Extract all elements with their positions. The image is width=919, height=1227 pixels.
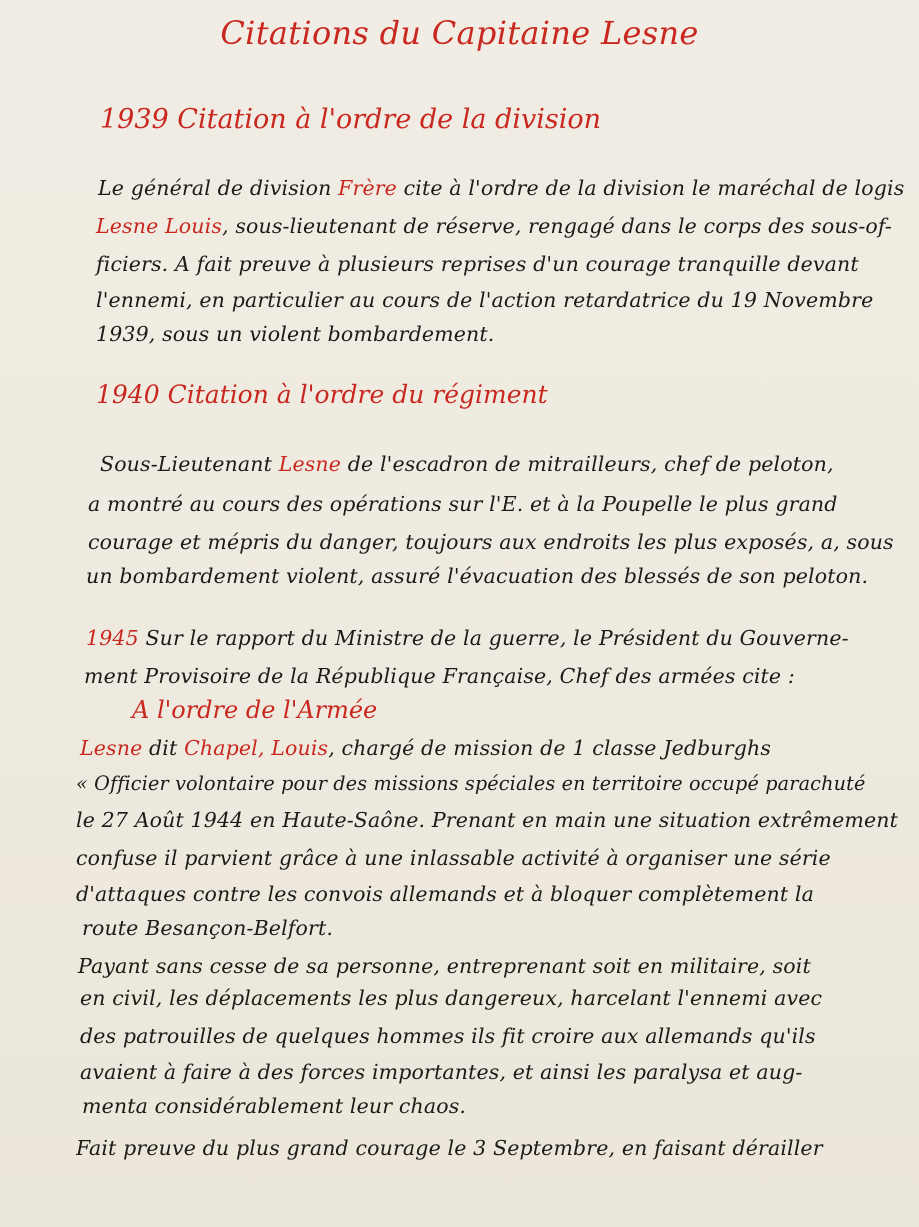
subheading-ordre-armee: A l'ordre de l'Armée <box>132 696 378 724</box>
text-line: « Officier volontaire pour des missions spéciales en territoire occupé parachuté <box>76 772 866 795</box>
name-highlight: Lesne Louis <box>96 214 223 238</box>
text-line: un bombardement violent, assuré l'évacuation des blessés de son peloton. <box>86 564 869 588</box>
text-line: Lesne dit Chapel, Louis, chargé de mission de 1 classe Jedburghs <box>80 736 772 760</box>
section-heading-1940: 1940 Citation à l'ordre du régiment <box>96 380 548 409</box>
text-line: avaient à faire à des forces importantes, et ainsi les paralysa et aug- <box>80 1060 803 1084</box>
text-line: en civil, les déplacements les plus dangereux, harcelant l'ennemi avec <box>80 986 823 1010</box>
text-line: l'ennemi, en particulier au cours de l'action retardatrice du 19 Novembre <box>96 288 874 312</box>
text-line: d'attaques contre les convois allemands et à bloquer complètement la <box>76 882 815 906</box>
text-line: confuse il parvient grâce à une inlassable activité à organiser une série <box>76 846 831 870</box>
name-highlight: Chapel, Louis <box>184 736 329 760</box>
page-title: Citations du Capitaine Lesne <box>220 14 699 52</box>
text-line: courage et mépris du danger, toujours aux endroits les plus exposés, a, sous <box>88 530 894 554</box>
text-line: Fait preuve du plus grand courage le 3 Septembre, en faisant dérailler <box>76 1136 823 1160</box>
text-line: Lesne Louis, sous-lieutenant de réserve, rengagé dans le corps des sous-of- <box>96 214 893 238</box>
text-line: Le général de division Frère cite à l'ordre de la division le maréchal de logis <box>98 176 905 200</box>
text-line: des patrouilles de quelques hommes ils fit croire aux allemands qu'ils <box>80 1024 816 1048</box>
text-line: Payant sans cesse de sa personne, entreprenant soit en militaire, soit <box>78 954 811 978</box>
text-line: route Besançon-Belfort. <box>82 916 334 940</box>
text-line: le 27 Août 1944 en Haute-Saône. Prenant en main une situation extrêmement <box>76 808 898 832</box>
text-line: 1939, sous un violent bombardement. <box>96 322 495 346</box>
text-line: ficiers. A fait preuve à plusieurs reprises d'un courage tranquille devant <box>96 252 859 276</box>
year-1945: 1945 <box>86 626 139 650</box>
name-highlight: Lesne <box>80 736 143 760</box>
name-highlight: Lesne <box>278 452 342 476</box>
text-line: Sous-Lieutenant Lesne de l'escadron de mitrailleurs, chef de peloton, <box>100 452 834 476</box>
text-line: 1945 Sur le rapport du Ministre de la guerre, le Président du Gouverne- <box>86 626 849 650</box>
text-line: a montré au cours des opérations sur l'E. et à la Poupelle le plus grand <box>88 492 838 516</box>
text-line: menta considérablement leur chaos. <box>82 1094 467 1118</box>
section-heading-1939: 1939 Citation à l'ordre de la division <box>100 104 602 135</box>
name-highlight: Frère <box>338 176 397 200</box>
text-line: ment Provisoire de la République Française, Chef des armées cite : <box>84 664 795 688</box>
